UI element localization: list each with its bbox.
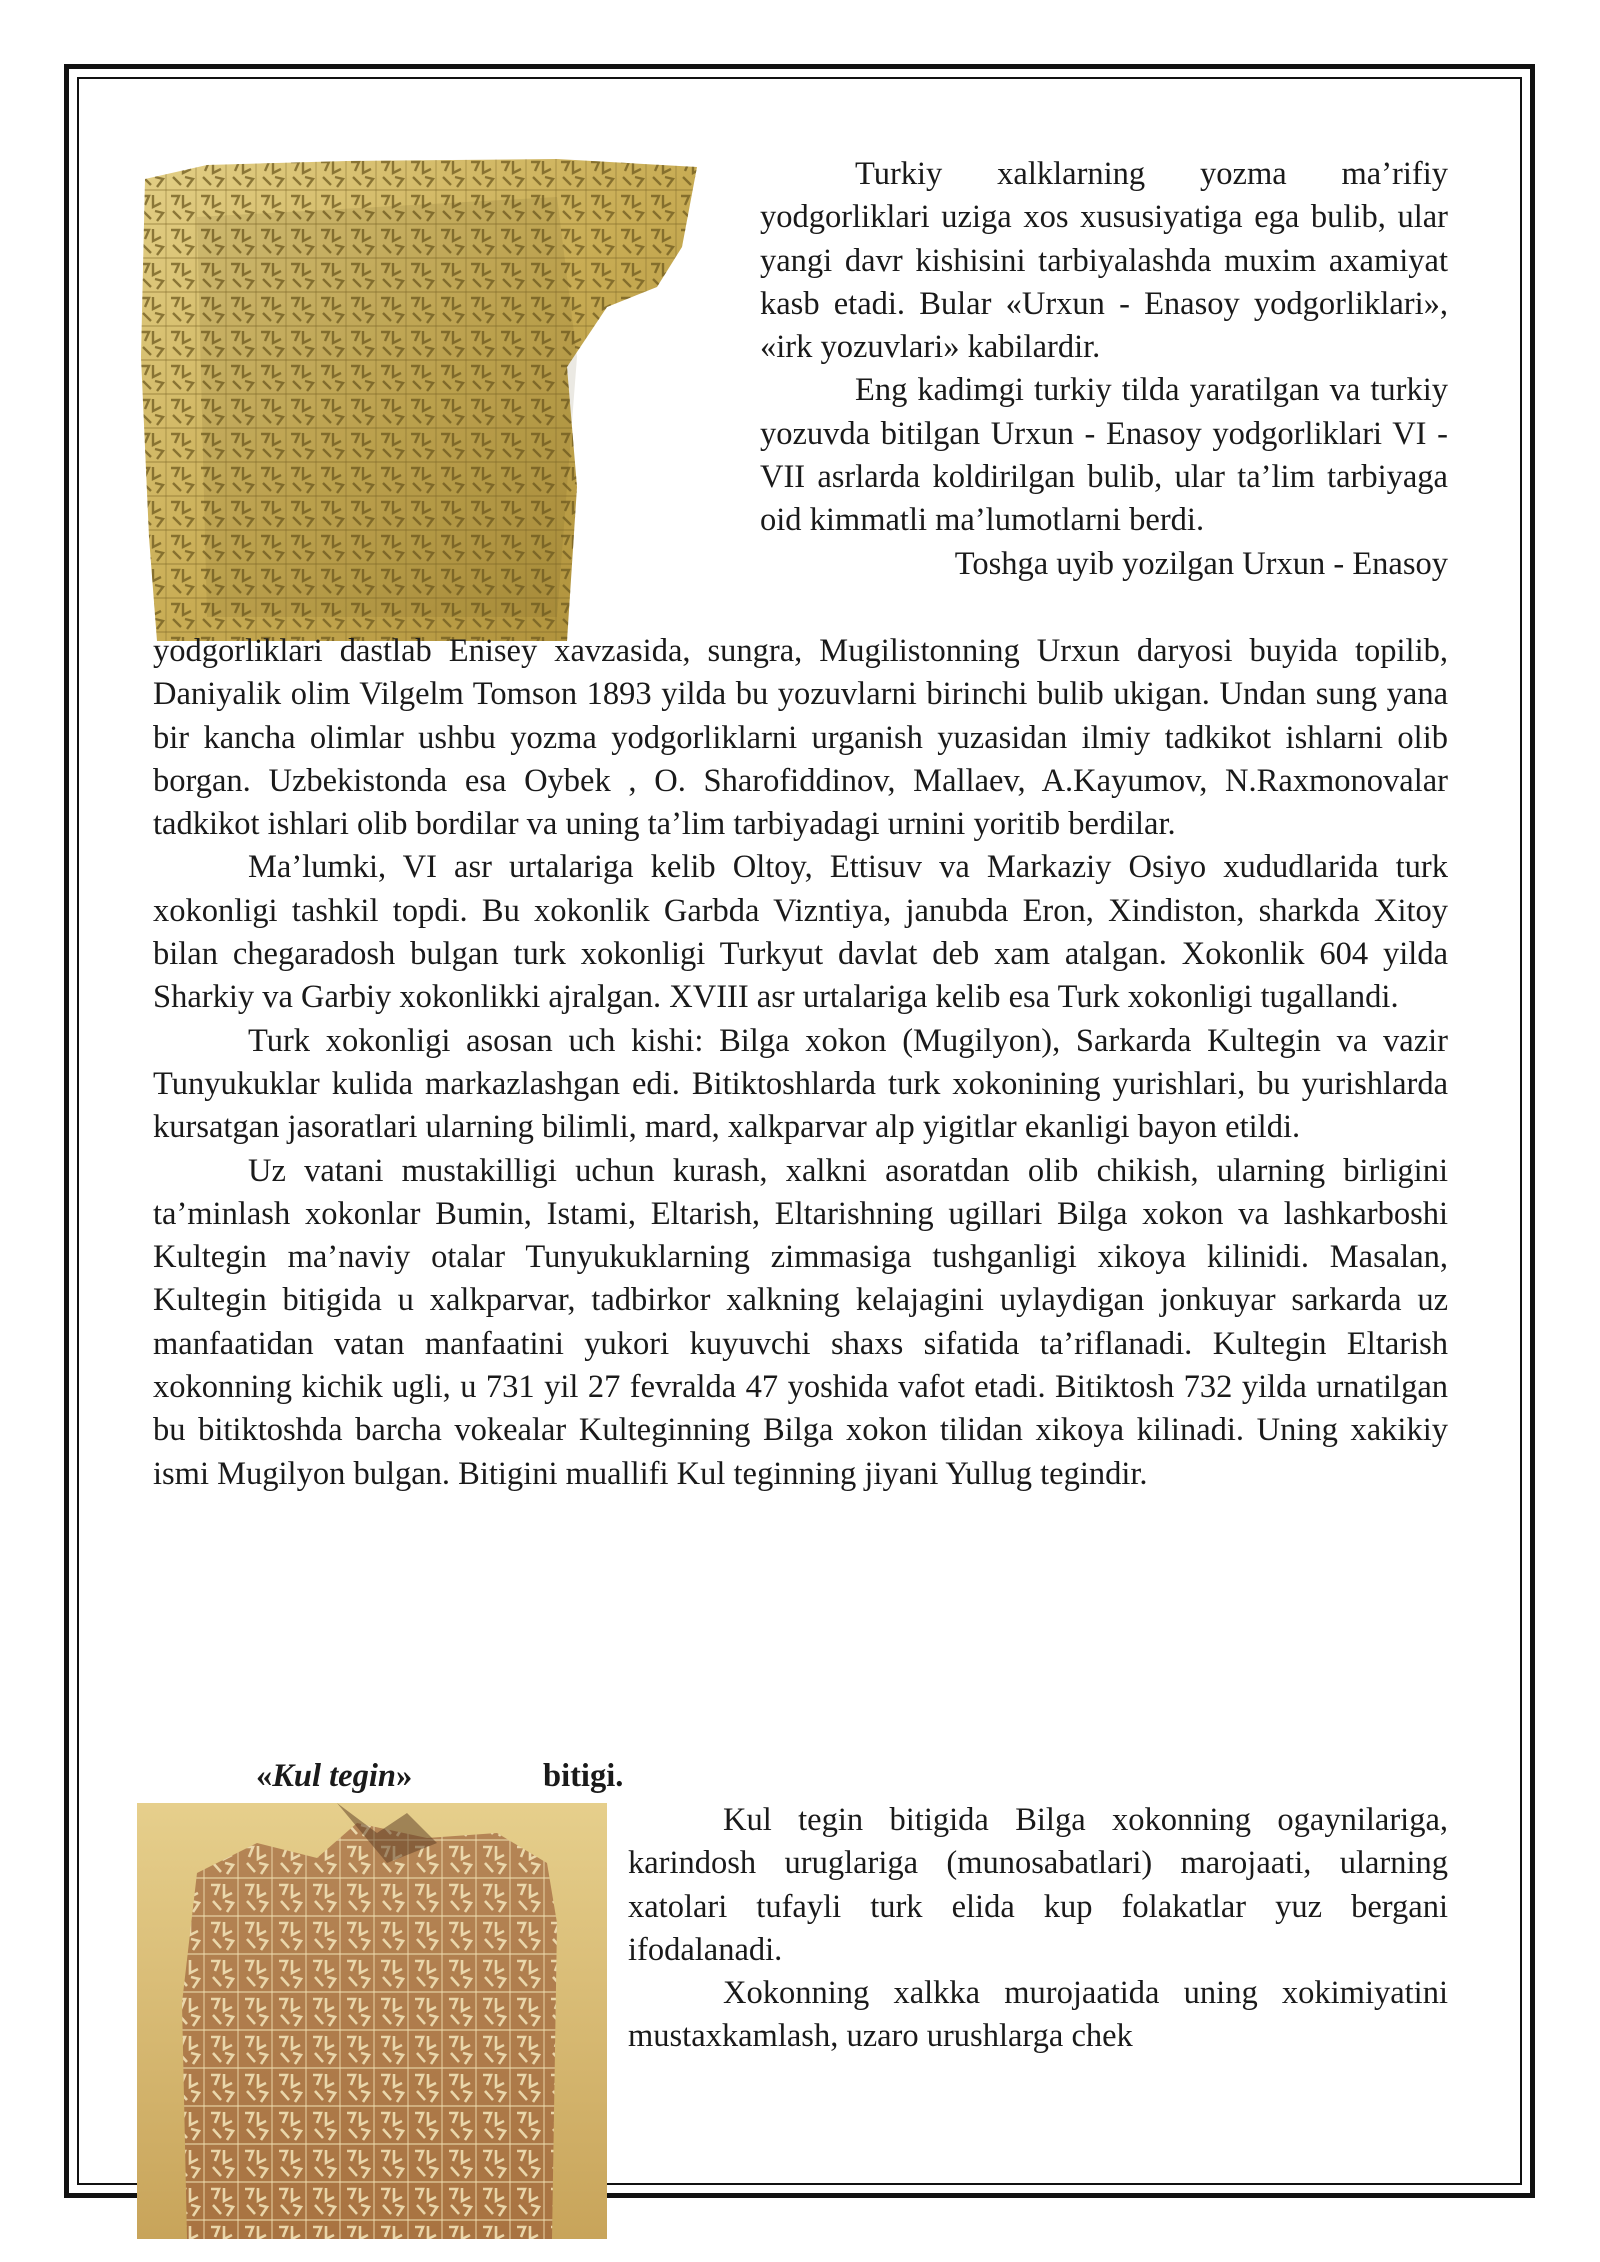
paragraph: Turkiy xalklarning yozma ma’rifiy yodgorliklari uziga xos xususiyatiga ega bulib, ular yangi davr kishisini tarbiyalashda muxim axamiyat kasb etadi. Bular «Urxun - Enasoy yodgorliklari», «irk yozuvlari» kabilardir. [760, 156, 1448, 366]
stone-tablet-photo-bottom [137, 1803, 607, 2239]
kul-tegin-text-block [628, 1799, 1448, 2059]
stone-tablet-runic-inscription-icon [137, 157, 737, 641]
paragraph: yodgorliklari dastlab Enisey xavzasida, sungra, Mugilistonning Urxun daryosi buyida topilib, Daniyalik olim Vilgelm Tomson 1893 yilda bu yozuvlarni birinchi bulib ukigan. Undan sung yana bir kancha olimlar ushbu yozma yodgorliklarni urganish yuzasidan ilmiy tadkikot ishlarni olib borgan. Uzbekistonda esa Oybek , O. Sharofiddinov, Mallaev, A.Kayumov, N.Raxmonovalar tadkikot ishlari olib bordilar va uning ta’lim tarbiyadagi urnini yoritib berdilar. [153, 633, 1448, 843]
paragraph-start: Toshga uyib yozilgan Urxun - Enasoy [954, 545, 1448, 582]
caption-word: bitigi. [543, 1758, 624, 1794]
stone-tablet-photo-top [137, 157, 737, 641]
paragraph: Ma’lumki, VI asr urtalariga kelib Oltoy, Ettisuv va Markaziy Osiyo xududlarida turk xokonligi tashkil topdi. Bu xokonlik Garbda Vizntiya, janubda Eron, Xindiston, sharkda Xitoy bilan chegaradosh bulgan turk xokonligi Turkyut davlat deb xam atalgan. Xokonlik 604 yilda Sharkiy va Garbiy xokonlikki ajralgan. XVIII asr urtalariga kelib esa Turk xokonligi tugallandi. [153, 849, 1448, 1016]
paragraph: Uz vatani mustakilligi uchun kurash, xalkni asoratdan olib chikish, ularning birligini ta’minlash xokonlar Bumin, Istami, Eltarish, Eltarishning ugillari Bilga xokon va lashkarboshi Kultegin ma’naviy otalar Tunyukuklarning zimmasiga tushganligi xikoya kilinidi. Masalan, Kultegin bitigida u xalkparvar, tadbirkor xalkning kelajagini uylaydigan jonkuyar sarkarda uz manfaatidan vatan manfaatini yukori kuyuvchi shaxs sifatida ta’riflanadi. Kultegin Eltarish xokonning kichik ugli, u 731 yil 27 fevralda 47 yoshida vafot etadi. Bitiktosh 732 yilda urnatilgan bu bitiktoshda barcha vokealar Kulteginning Bilga xokon tilidan xikoya kilinadi. Uning xakikiy ismi Mugilyon bulgan. Bitigini muallifi Kul teginning jiyani Yullug tegindir. [153, 1152, 1448, 1492]
paragraph: Xokonning xalkka murojaatida uning xokimiyatini mustaxkamlash, uzaro urushlarga chek [628, 1975, 1448, 2055]
paragraph: Eng kadimgi turkiy tilda yaratilgan va turkiy yozuvda bitilgan Urxun - Enasoy yodgorliklari VI - VII asrlarda koldirilgan bulib, ular ta’lim tarbiyaga oid kimmatli ma’lumotlarni berdi. [760, 372, 1448, 539]
main-text-block [153, 630, 1448, 1496]
caption-title: «Kul tegin» [256, 1758, 413, 1794]
intro-text-block [760, 153, 1448, 586]
paragraph: Kul tegin bitigida Bilga xokonning ogaynilariga, karindosh uruglariga (munosabatlari) marojaati, ularning xatolari tufayli turk elida kup folakatlar yuz bergani ifodalanadi. [628, 1802, 1448, 1968]
caption-name: Kul tegin [272, 1758, 396, 1794]
stone-tablet-kul-tegin-inscription-icon [137, 1803, 607, 2239]
paragraph: Turk xokonligi asosan uch kishi: Bilga xokon (Mugilyon), Sarkarda Kultegin va vazir Tunyukuklar kulida markazlashgan edi. Bitiktoshlarda turk xokonining yurishlari, bu yurishlarda kursatgan jasoratlari ularning bilimli, mard, xalkparvar alp yigitlar ekanligi bayon etildi. [153, 1022, 1448, 1146]
